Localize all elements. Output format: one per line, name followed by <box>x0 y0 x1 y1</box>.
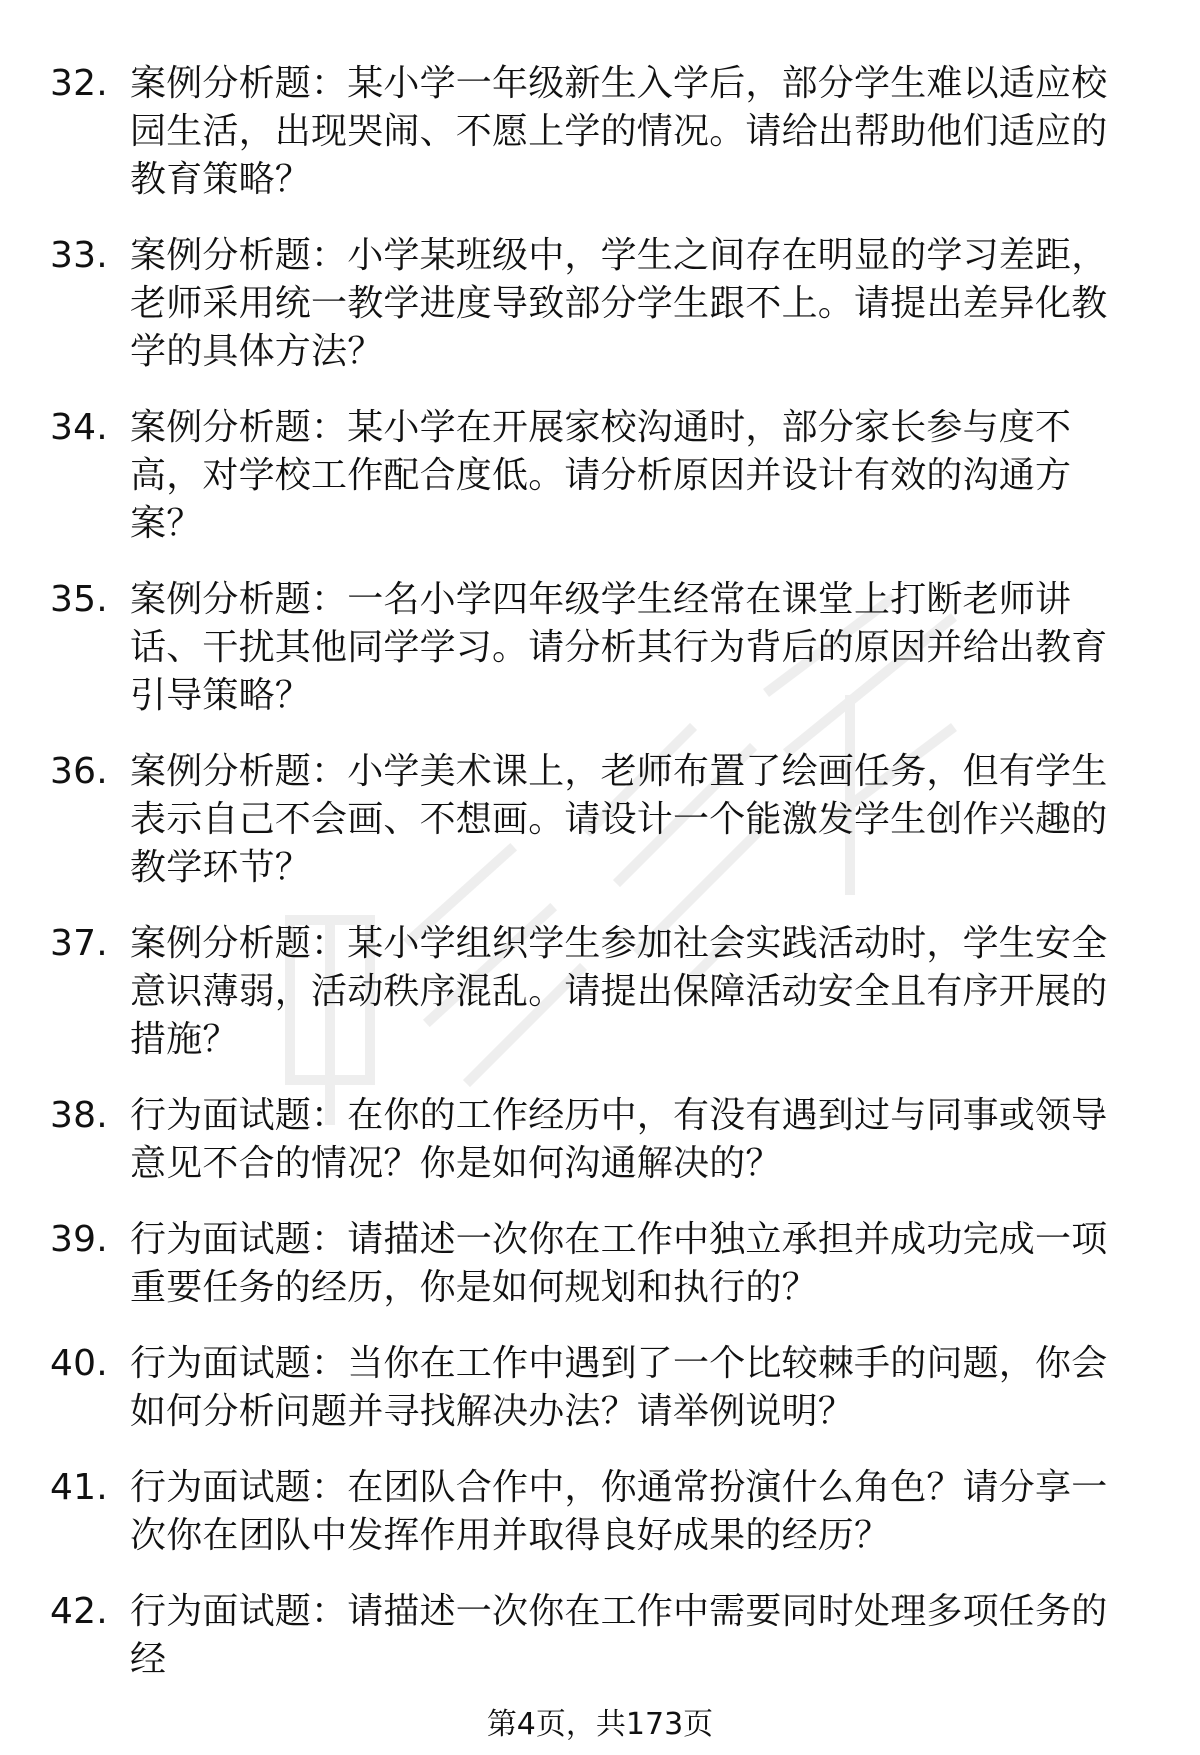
page-number: 第4页，共173页 <box>486 1707 714 1742</box>
question-number: 39. <box>50 1219 108 1260</box>
question-item <box>50 576 1140 720</box>
question-item <box>50 1464 1140 1560</box>
question-number: 42. <box>50 1591 108 1632</box>
question-item <box>50 232 1140 376</box>
question-text: 行为面试题：请描述一次你在工作中独立承担并成功完成一项重要任务的经历，你是如何规划和执行的？ <box>130 1219 1108 1308</box>
question-text: 案例分析题：小学美术课上，老师布置了绘画任务，但有学生表示自己不会画、不想画。请设计一个能激发学生创作兴趣的教学环节？ <box>130 751 1108 888</box>
question-number: 33. <box>50 235 108 276</box>
question-number: 35. <box>50 579 108 620</box>
question-number: 38. <box>50 1095 108 1136</box>
question-number: 40. <box>50 1343 108 1384</box>
question-text: 案例分析题：某小学在开展家校沟通时，部分家长参与度不高，对学校工作配合度低。请分析原因并设计有效的沟通方案？ <box>130 407 1072 544</box>
question-item <box>50 1340 1140 1436</box>
question-text: 行为面试题：当你在工作中遇到了一个比较棘手的问题，你会如何分析问题并寻找解决办法？请举例说明？ <box>130 1343 1108 1432</box>
question-text: 行为面试题：在团队合作中，你通常扮演什么角色？请分享一次你在团队中发挥作用并取得良好成果的经历？ <box>130 1467 1108 1556</box>
question-item <box>50 1588 1140 1684</box>
question-text: 案例分析题：一名小学四年级学生经常在课堂上打断老师讲话、干扰其他同学学习。请分析其行为背后的原因并给出教育引导策略？ <box>130 579 1108 716</box>
question-number: 32. <box>50 63 108 104</box>
question-text: 案例分析题：某小学一年级新生入学后，部分学生难以适应校园生活，出现哭闹、不愿上学的情况。请给出帮助他们适应的教育策略？ <box>130 63 1108 200</box>
question-item <box>50 748 1140 892</box>
question-list <box>50 60 1140 1712</box>
question-text: 行为面试题：在你的工作经历中，有没有遇到过与同事或领导意见不合的情况？你是如何沟通解决的？ <box>130 1095 1108 1184</box>
question-number: 36. <box>50 751 108 792</box>
question-item <box>50 1216 1140 1312</box>
question-number: 37. <box>50 923 108 964</box>
question-number: 34. <box>50 407 108 448</box>
question-text: 案例分析题：小学某班级中，学生之间存在明显的学习差距，老师采用统一教学进度导致部分学生跟不上。请提出差异化教学的具体方法？ <box>130 235 1108 372</box>
question-item <box>50 920 1140 1064</box>
question-number: 41. <box>50 1467 108 1508</box>
question-text: 案例分析题：某小学组织学生参加社会实践活动时，学生安全意识薄弱，活动秩序混乱。请提出保障活动安全且有序开展的措施？ <box>130 923 1108 1060</box>
question-item <box>50 60 1140 204</box>
question-item <box>50 404 1140 548</box>
question-text: 行为面试题：请描述一次你在工作中需要同时处理多项任务的经 <box>130 1591 1108 1680</box>
question-item <box>50 1092 1140 1188</box>
